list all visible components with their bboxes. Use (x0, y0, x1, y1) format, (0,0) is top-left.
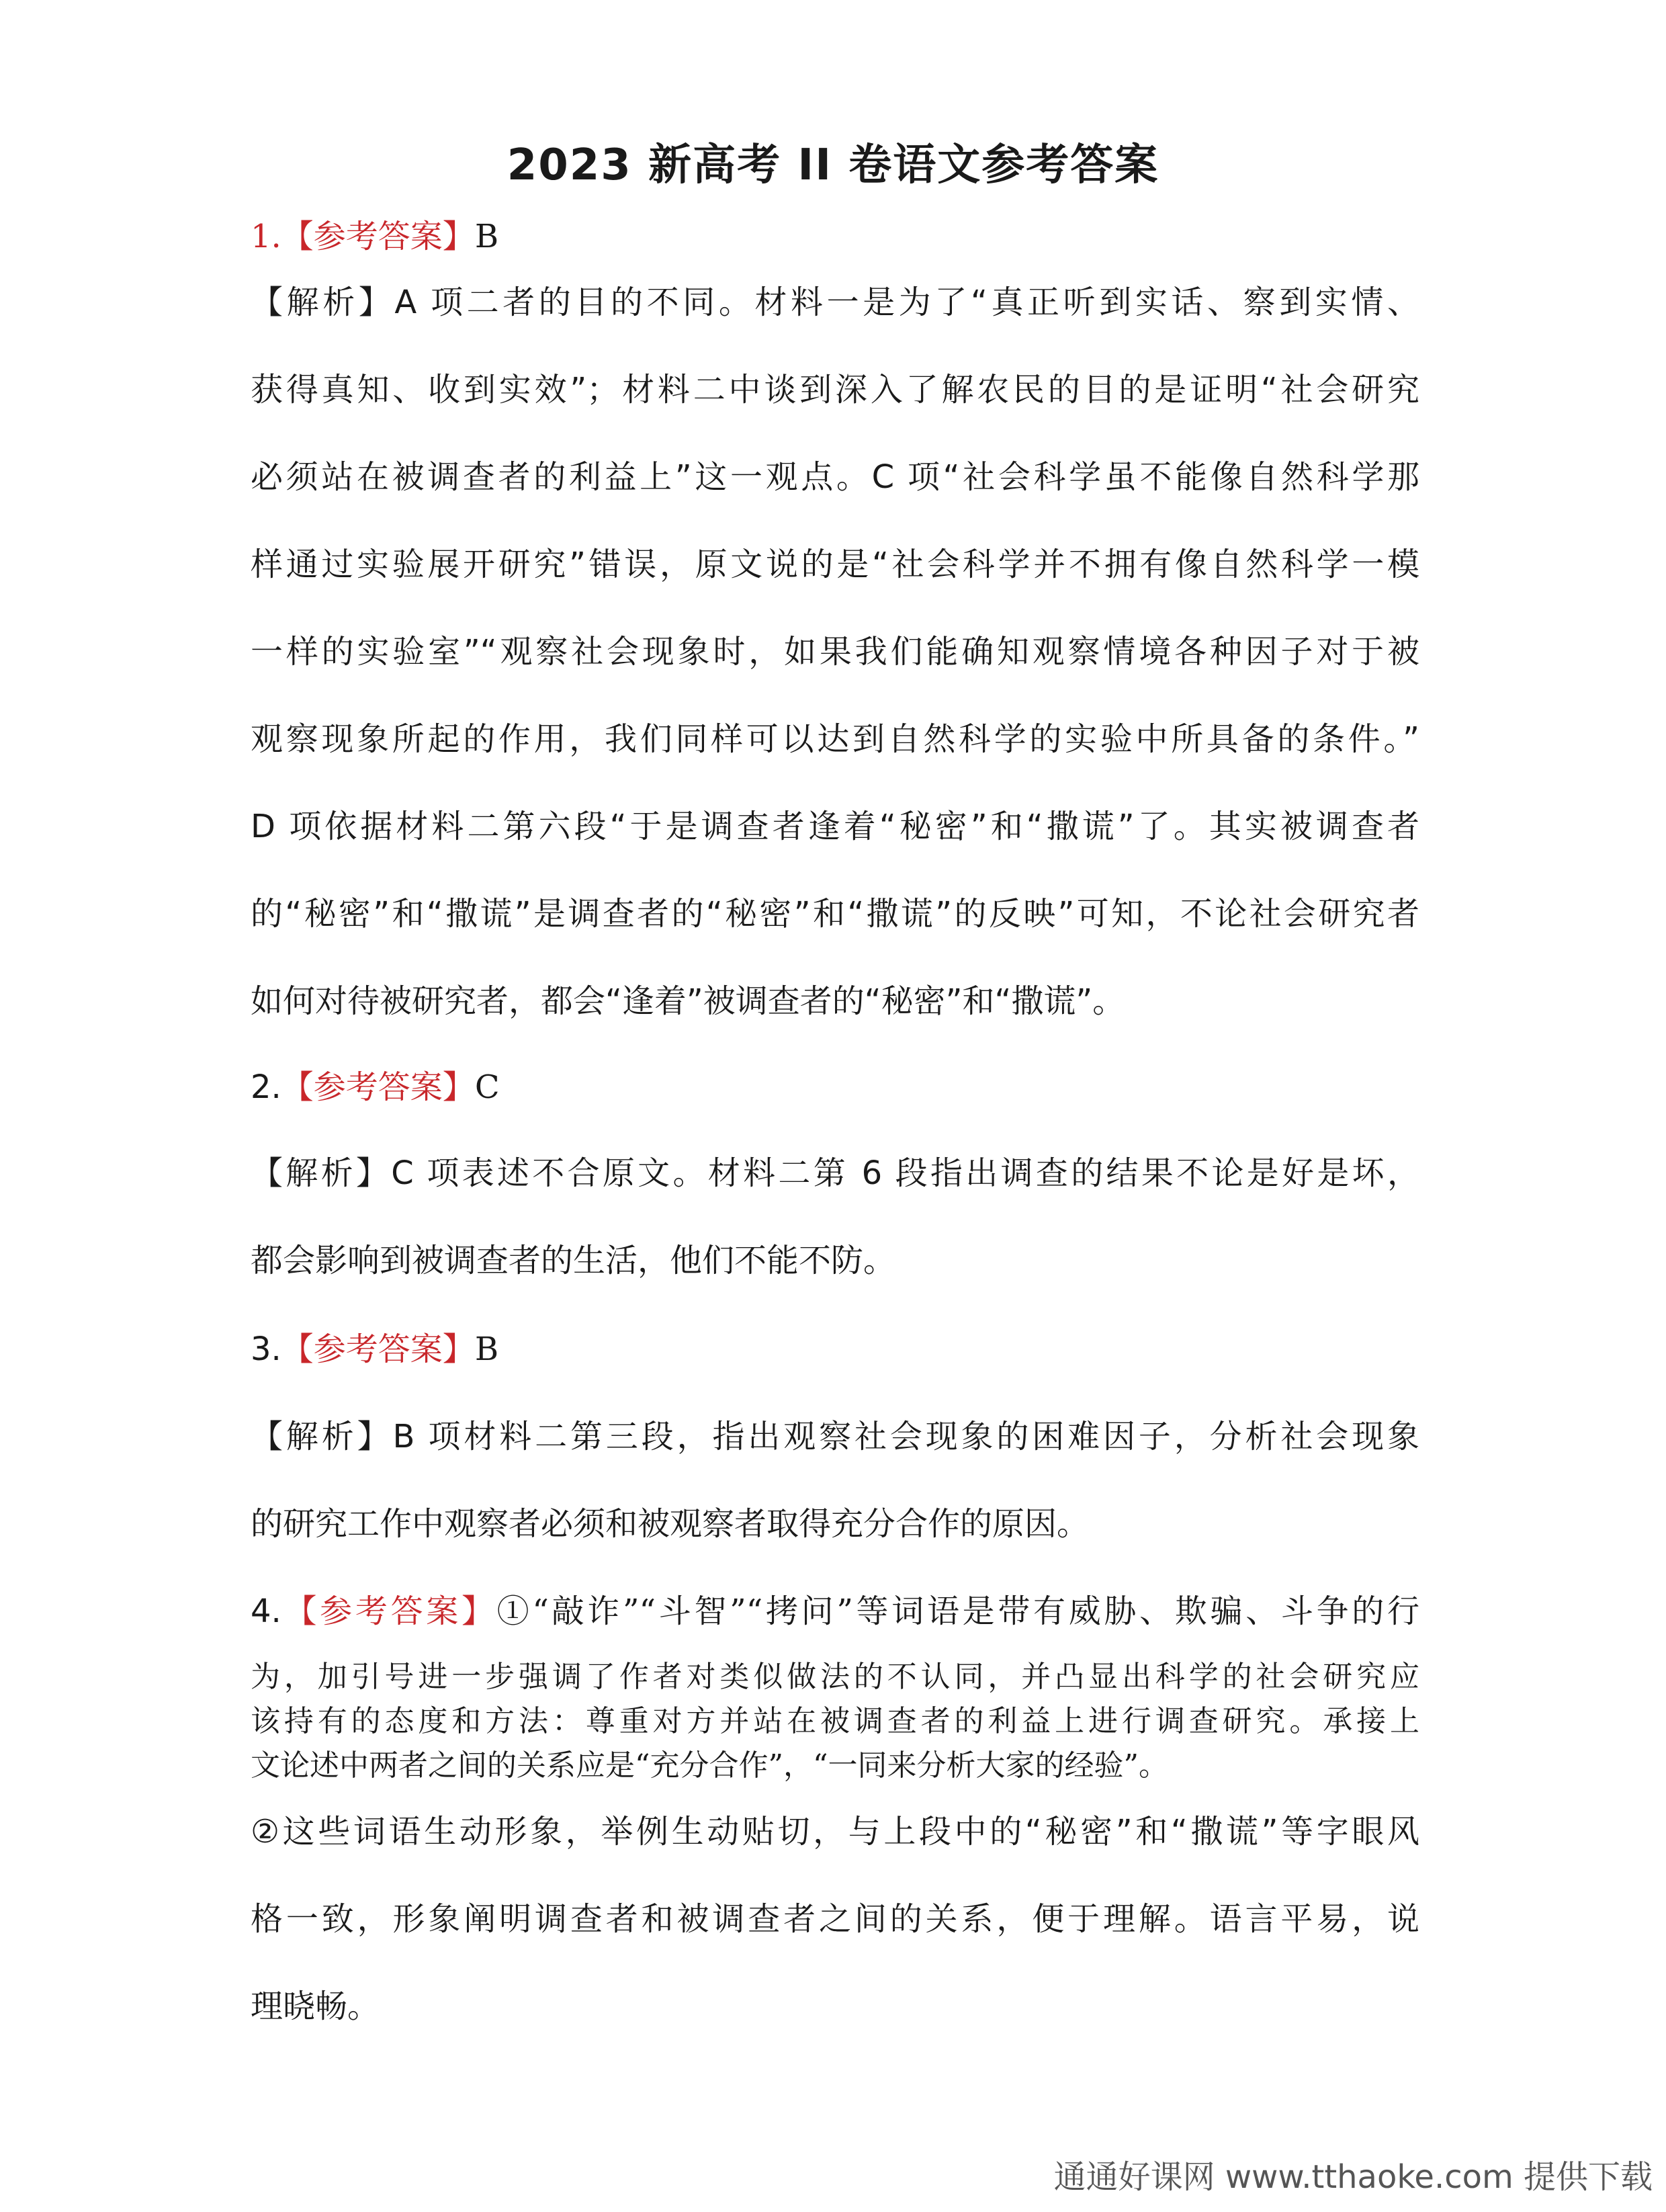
q4-answer-line-2: 理晓畅。 (251, 1988, 380, 2025)
q2-analysis-line: 【解析】C 项表述不合原文。材料二第 6 段指出调查的结果不论是好是坏， (251, 1154, 1419, 1192)
q1-analysis-line: 观察现象所起的作用，我们同样可以达到自然科学的实验中所具备的条件。” (251, 720, 1419, 758)
q1-analysis-line: 必须站在被调查者的利益上”这一观点。C 项“社会科学虽不能像自然科学那 (251, 458, 1419, 496)
q1-number: 1. (251, 218, 281, 255)
q2-answer-line (251, 1060, 1419, 1114)
q1-answer-line (251, 210, 1419, 263)
q1-answer-label: 【参考答案】 (281, 218, 475, 255)
q2-answer-label: 【参考答案】 (281, 1068, 475, 1106)
q1-analysis-line: 【解析】A 项二者的目的不同。材料一是为了“真正听到实话、察到实情、 (251, 284, 1419, 321)
page-title: 2023 新高考 II 卷语文参考答案 (507, 140, 1159, 190)
q1-analysis-line: 如何对待被研究者，都会“逢着”被调查者的“秘密”和“撒谎”。 (251, 982, 1125, 1020)
q4-answer-line (251, 1584, 1419, 1638)
q1-analysis-line: 样通过实验展开研究”错误，原文说的是“社会科学并不拥有像自然科学一模 (251, 546, 1419, 583)
q4-answer-serif-line: 文论述中两者之间的关系应是“充分合作”，“一同来分析大家的经验”。 (251, 1748, 1168, 1783)
q1-analysis-line: D 项依据材料二第六段“于是调查者逢着“秘密”和“撒谎”了。其实被调查者 (251, 808, 1419, 845)
q1-analysis-line: 一样的实验室”“观察社会现象时，如果我们能确知观察情境各种因子对于被 (251, 633, 1419, 671)
q3-answer-line (251, 1322, 1419, 1376)
q3-number: 3. (251, 1330, 281, 1368)
q1-analysis-line: 的“秘密”和“撒谎”是调查者的“秘密”和“撒谎”的反映”可知，不论社会研究者 (251, 895, 1419, 933)
q4-number: 4. (251, 1592, 281, 1630)
q3-answer-label: 【参考答案】 (281, 1330, 475, 1368)
q2-analysis-line: 都会影响到被调查者的生活，他们不能不防。 (251, 1242, 896, 1279)
q1-answer-value: B (474, 218, 499, 255)
q4-answer-serif-line: 为，加引号进一步强调了作者对类似做法的不认同，并凸显出科学的社会研究应 (251, 1660, 1419, 1694)
q3-analysis-line: 的研究工作中观察者必须和被观察者取得充分合作的原因。 (251, 1505, 1090, 1543)
q2-number: 2. (251, 1068, 281, 1106)
q3-answer-value: B (474, 1330, 499, 1368)
q3-analysis-line: 【解析】B 项材料二第三段，指出观察社会现象的困难因子，分析社会现象 (251, 1418, 1419, 1455)
q4-answer-label: 【参考答案】 (281, 1592, 497, 1630)
q4-answer-text: ①“敲诈”“斗智”“拷问”等词语是带有威胁、欺骗、斗争的行 (496, 1592, 1419, 1630)
q1-analysis-line: 获得真知、收到实效”；材料二中谈到深入了解农民的目的是证明“社会研究 (251, 371, 1419, 409)
q4-answer-line-2: 格一致，形象阐明调查者和被调查者之间的关系，便于理解。语言平易，说 (251, 1900, 1419, 1938)
q4-answer-line-2: ②这些词语生动形象，举例生动贴切，与上段中的“秘密”和“撒谎”等字眼风 (251, 1813, 1419, 1851)
watermark-text: 通通好课网 www.tthaoke.com 提供下载 (1053, 2158, 1653, 2196)
q4-answer-serif-line: 该持有的态度和方法：尊重对方并站在被调查者的利益上进行调查研究。承接上 (251, 1704, 1419, 1738)
q2-answer-value: C (474, 1068, 500, 1106)
